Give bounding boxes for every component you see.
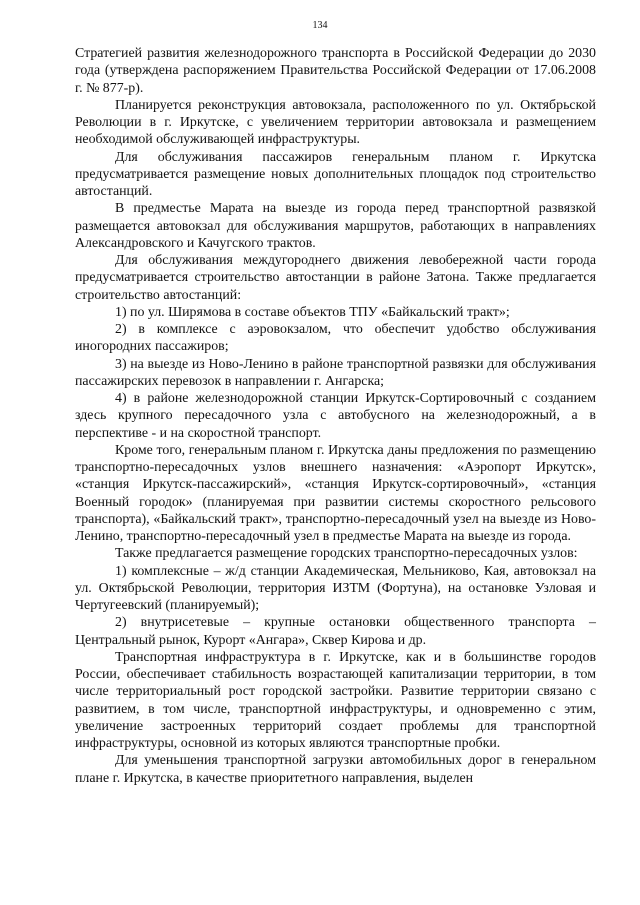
paragraph-transport-infrastructure: Транспортная инфраструктура в г. Иркутске, как и в большинстве городов России, обеспечивает стабильность возрастающей капитализации территории, в том числе территориальный рост городской застройки. Развитие территории связано с развитием, в том числе, транспортной инфраструктуры, и одновременно с этим, увеличение застроенных территорий создает проблемы для транспортной инфраструктуры, основной из которых являются транспортные пробки.: [75, 649, 596, 751]
paragraph-external-hubs: Кроме того, генеральным планом г. Иркутска даны предложения по размещению транспортно-пересадочных узлов внешнего назначения: «Аэропорт Иркутск», «станция Иркутск-пассажирский», «станция Иркутск-сортировочный», «станция Военный городок» (планируемая при развитии системы скоростного рельсового транспорта), «Байкальский тракт», транспортно-пересадочный узел на выезде из Ново-Ленино, транспортно-пересадочный узел в предместье Марата на выезде из города.: [75, 442, 596, 544]
list-item-shiryamova: 1) по ул. Ширямова в составе объектов ТПУ «Байкальский тракт»;: [115, 304, 510, 320]
list-item-sortirovochny: 4) в районе железнодорожной станции Иркутск-Сортировочный с созданием здесь крупного пересадочного узла с автобусного на железнодорожный, а в перспективе - и на скоростной транспорт.: [75, 391, 596, 441]
paragraph-bus-station-reconstruction: Планируется реконструкция автовокзала, расположенного по ул. Октябрьской Революции в г. Иркутске, с увеличением территории автовокзала и размещением необходимой обслуживающей инфраструктуры.: [75, 97, 596, 148]
paragraph-new-bus-stations: Для обслуживания пассажиров генеральным планом г. Иркутска предусматривается размещение новых дополнительных площадок под строительство автостанций.: [75, 149, 596, 199]
list-item-complex-hubs: 1) комплексные – ж/д станции Академическая, Мельниково, Кая, автовокзал на ул. Октябрьской Революции, территория ИЗТМ (Фортуна), на остановке Узловая и Чертугеевский (планируемый);: [75, 563, 596, 613]
document-body: [75, 45, 596, 787]
paragraph-load-reduction: Для уменьшения транспортной загрузки автомобильных дорог в генеральном плане г. Иркутска, в качестве приоритетного направления, выделен: [75, 753, 596, 786]
list-item-novo-lenino: 3) на выезде из Ново-Ленино в районе транспортной развязки для обслуживания пассажирских перевозок в направлении г. Ангарска;: [75, 356, 596, 389]
list-item-internal-hubs: 2) внутрисетевые – крупные остановки общественного транспорта – Центральный рынок, Курорт «Ангара», Сквер Кирова и др.: [75, 615, 596, 648]
paragraph-marata-bus-station: В предместье Марата на выезде из города перед транспортной развязкой размещается автовокзал для обслуживания маршрутов, работающих в направлениях Александровского и Качугского трактов.: [75, 201, 596, 251]
list-item-airport: 2) в комплексе с аэровокзалом, что обеспечит удобство обслуживания иногородних пассажиров;: [75, 322, 596, 355]
paragraph-continuation: Стратегией развития железнодорожного транспорта в Российской Федерации до 2030 года (утверждена распоряжением Правительства Российской Федерации от 17.06.2008 г. № 877-р).: [75, 46, 596, 96]
paragraph-city-hubs-intro: Также предлагается размещение городских транспортно-пересадочных узлов:: [115, 546, 578, 562]
page-number: 134: [312, 20, 328, 31]
paragraph-zaton-bus-station: Для обслуживания междугороднего движения левобережной части города предусматривается строительство автостанции в районе Затона. Также предлагается строительство автостанций:: [75, 253, 596, 303]
